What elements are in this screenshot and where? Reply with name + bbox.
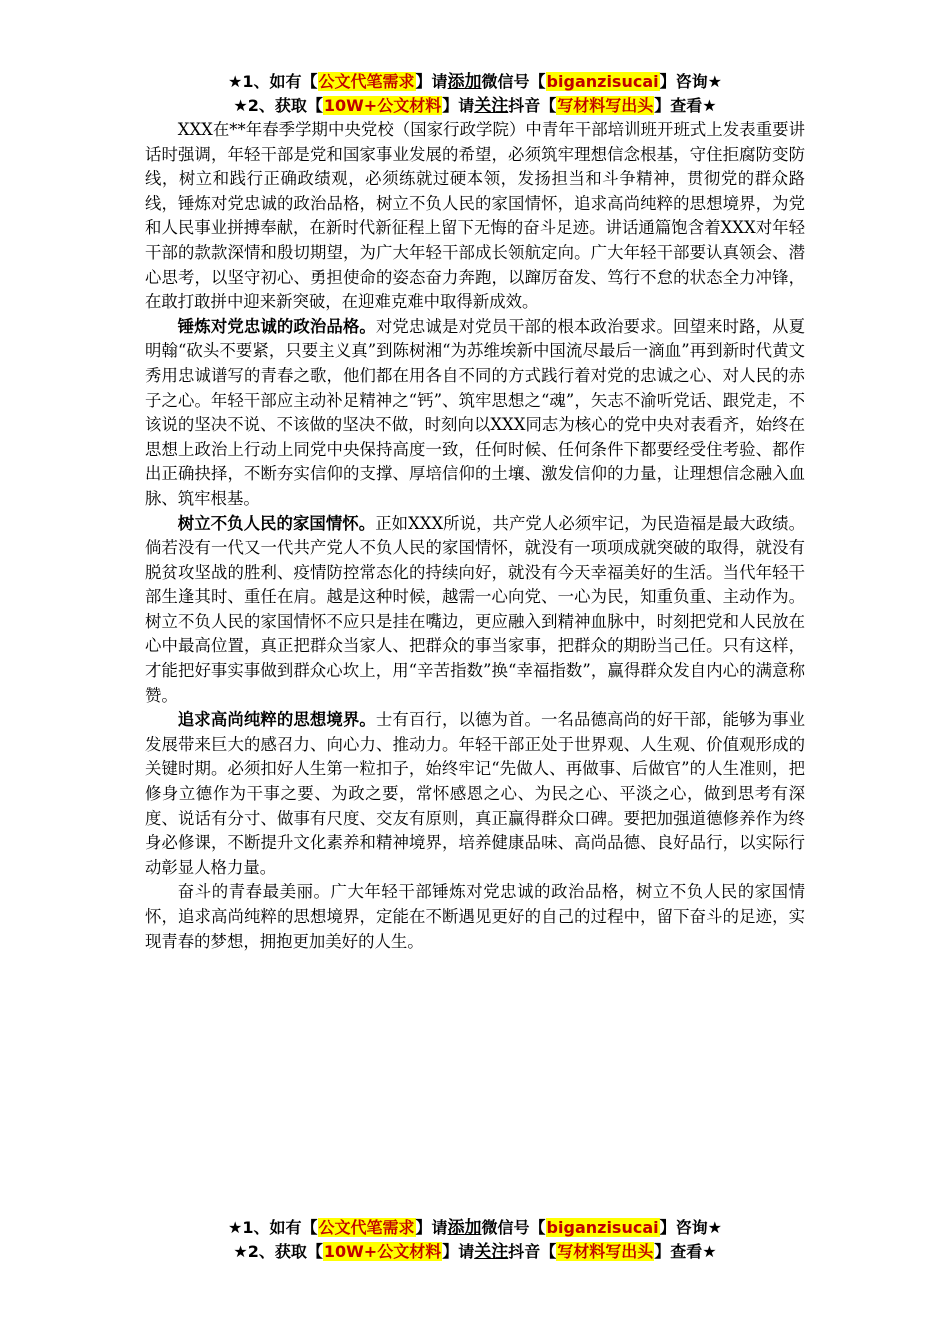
banner-line-2-suffix: 】查看★ xyxy=(654,96,717,115)
footer-line-2-underline: 关注 xyxy=(474,1242,509,1262)
section-paragraph-people xyxy=(145,512,805,709)
banner-line-1-middle: 】请 xyxy=(415,72,448,91)
section-paragraph-morality xyxy=(145,708,805,880)
section-text: 正如XXX所说，共产党人必须牢记，为民造福是最大政绩。倘若没有一代又一代共产党人不负人民的家国情怀，就没有一项项成就突破的取得，就没有脱贫攻坚战的胜利、疫情防控常态化的持续向好，就没有今天幸福美好的生活。当代年轻干部生逢其时、重任在肩。越是这种时候，越需一心向党、一心为民，知重负重、主动作为。树立不负人民的家国情怀不应只是挂在嘴边，更应融入到精神血脉中，时刻把党和人民放在心中最高位置，真正把群众当家人、把群众的事当家事，把群众的期盼当己任。只有这样，才能把好事实事做到群众心坎上，用“辛苦指数”换“幸福指数”，赢得群众发自内心的满意称赞。 xyxy=(145,513,805,705)
banner-line-2-underline: 关注 xyxy=(474,96,509,116)
section-heading: 锤炼对党忠诚的政治品格。 xyxy=(177,316,376,336)
section-text: 士有百行，以德为首。一名品德高尚的好干部，能够为事业发展带来巨大的感召力、向心力、推动力。年轻干部正处于世界观、人生观、价值观形成的关键时期。必须扣好人生第一粒扣子，始终牢记“先做人、再做事、后做官”的人生准则，把修身立德作为干事之要、为政之要，常怀感恩之心、为民之心、平淡之心，做到思考有深度、说话有分寸、做事有尺度、交友有原则，真正赢得群众口碑。要把加强道德修养作为终身必修课，不断提升文化素养和精神境界，培养健康品味、高尚品德、良好品行，以实际行动彰显人格力量。 xyxy=(145,710,806,877)
banner-line-1-underline: 添加 xyxy=(447,72,482,92)
article-body xyxy=(145,118,805,954)
banner-line-1-prefix: ★1、如有【 xyxy=(228,72,318,91)
section-text: 对党忠诚是对党员干部的根本政治要求。回望来时路，从夏明翰“砍头不要紧，只要主义真”到陈树湘“为苏维埃新中国流尽最后一滴血”再到新时代黄文秀用忠诚谱写的青春之歌，他们都在用各自不同的方式践行着对党的忠诚之心、对人民的赤子之心。年轻干部应主动补足精神之“钙”、筑牢思想之“魂”，矢志不渝听党话、跟党走，不该说的坚决不说、不该做的坚决不做，时刻向以XXX同志为核心的党中央对表看齐，始终在思想上政治上行动上同党中央保持高度一致，任何时候、任何条件下都要经受住考验、都作出正确抉择，不断夯实信仰的支撑、厚培信仰的土壤、激发信仰的力量，让理想信念融入血脉、筑牢根基。 xyxy=(145,316,806,508)
banner-line-1-highlight-service: 公文代笔需求 xyxy=(318,72,415,91)
footer-line-1-highlight-service: 公文代笔需求 xyxy=(318,1218,415,1237)
footer-line-2-highlight-materials: 10W+公文材料 xyxy=(323,1242,442,1261)
footer-line-1-middle-2: 微信号【 xyxy=(481,1218,546,1237)
banner-line-2 xyxy=(0,94,950,118)
footer-banner xyxy=(0,1216,950,1264)
banner-line-1-suffix: 】咨询★ xyxy=(659,72,722,91)
footer-line-2-highlight-douyin: 写材料写出头 xyxy=(557,1242,654,1261)
banner-line-2-highlight-materials: 10W+公文材料 xyxy=(323,96,442,115)
conclusion-paragraph: 奋斗的青春最美丽。广大年轻干部锤炼对党忠诚的政治品格，树立不负人民的家国情怀，追求高尚纯粹的思想境界，定能在不断遇见更好的自己的过程中，留下奋斗的足迹，实现青春的梦想，拥抱更加美好的人生。 xyxy=(145,882,805,951)
banner-line-2-prefix: ★2、获取【 xyxy=(233,96,323,115)
section-paragraph-loyalty xyxy=(145,315,805,512)
footer-line-2-suffix: 】查看★ xyxy=(654,1242,717,1261)
section-heading: 树立不负人民的家国情怀。 xyxy=(177,513,376,533)
intro-paragraph: XXX在**年春季学期中央党校（国家行政学院）中青年干部培训班开班式上发表重要讲话时强调，年轻干部是党和国家事业发展的希望，必须筑牢理想信念根基，守住拒腐防变防线，树立和践行正确政绩观，必须练就过硬本领，发扬担当和斗争精神，贯彻党的群众路线，锤炼对党忠诚的政治品格，树立不负人民的家国情怀，追求高尚纯粹的思想境界，为党和人民事业拼搏奉献，在新时代新征程上留下无悔的奋斗足迹。讲话通篇饱含着XXX对年轻干部的款款深情和殷切期望，为广大年轻干部成长领航定向。广大年轻干部要认真领会、潜心思考，以坚守初心、勇担使命的姿态奋力奔跑，以蹿厉奋发、笃行不怠的状态全力冲锋，在敢打敢拼中迎来新突破，在迎难克难中取得新成效。 xyxy=(145,120,805,312)
footer-line-1-prefix: ★1、如有【 xyxy=(228,1218,318,1237)
footer-line-1 xyxy=(0,1216,950,1240)
banner-line-2-middle-2: 抖音【 xyxy=(508,96,557,115)
banner-line-1 xyxy=(0,70,950,94)
banner-line-2-middle: 】请 xyxy=(442,96,475,115)
footer-line-2-middle: 】请 xyxy=(442,1242,475,1261)
banner-line-1-middle-2: 微信号【 xyxy=(481,72,546,91)
footer-line-1-middle: 】请 xyxy=(415,1218,448,1237)
footer-line-2-prefix: ★2、获取【 xyxy=(233,1242,323,1261)
footer-line-1-highlight-wechat: biganzisucai xyxy=(546,1218,659,1237)
banner-line-1-highlight-wechat: biganzisucai xyxy=(546,72,659,91)
footer-line-1-underline: 添加 xyxy=(447,1218,482,1238)
header-banner xyxy=(0,70,950,118)
footer-line-2 xyxy=(0,1240,950,1264)
banner-line-2-highlight-douyin: 写材料写出头 xyxy=(557,96,654,115)
section-heading: 追求高尚纯粹的思想境界。 xyxy=(177,710,376,730)
footer-line-1-suffix: 】咨询★ xyxy=(659,1218,722,1237)
footer-line-2-middle-2: 抖音【 xyxy=(508,1242,557,1261)
